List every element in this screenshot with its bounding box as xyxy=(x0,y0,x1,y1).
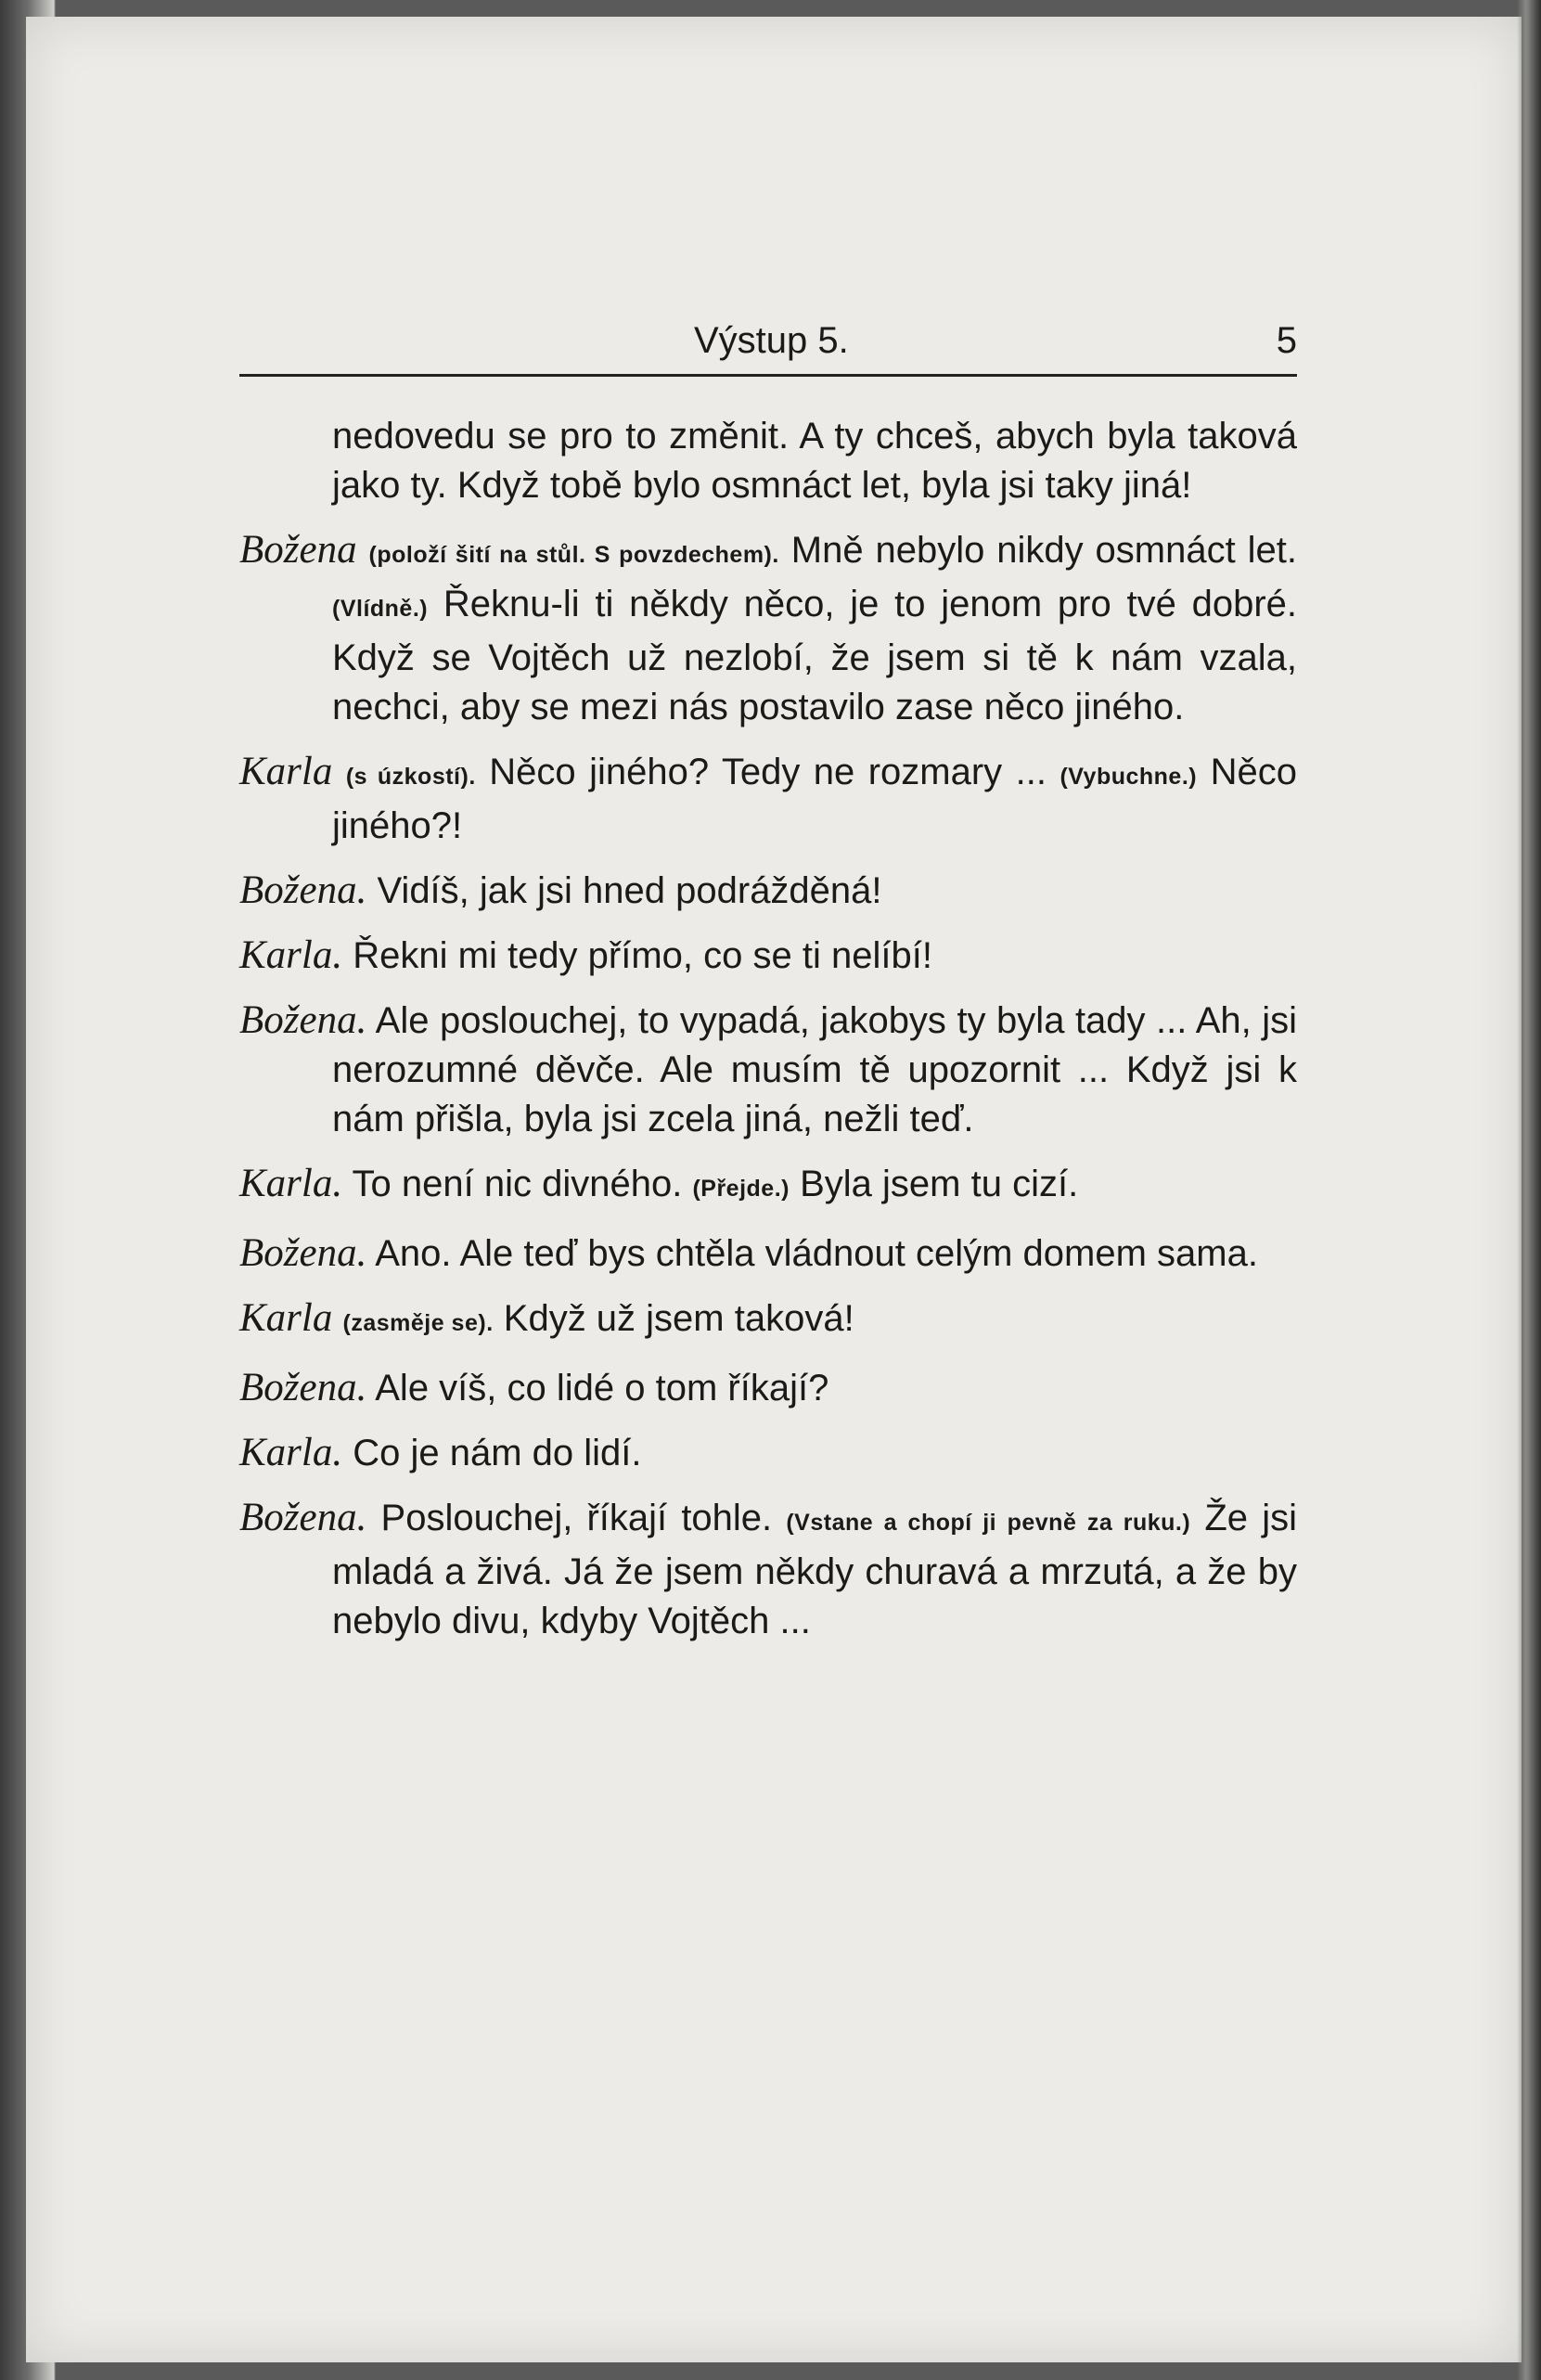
speaker-name: Božena. xyxy=(239,1366,367,1409)
dialogue-paragraph xyxy=(239,747,1297,851)
stage-direction: (Vstane a chopí ji pevně za ruku.) xyxy=(786,1510,1191,1536)
speaker-name: Božena. xyxy=(239,1231,367,1275)
speaker-name: Božena. xyxy=(239,868,367,912)
page-number: 5 xyxy=(1276,320,1297,361)
dialogue-paragraph xyxy=(239,1159,1297,1214)
dialogue-text: Byla jsem tu cizí. xyxy=(800,1164,1079,1204)
dialogue-text: nedovedu se pro to změnit. A ty chceš, abych byla taková jako ty. Když tobě bylo osmnáct let, byla jsi taky jiná! xyxy=(332,416,1297,506)
dialogue-text: Ano. Ale teď bys chtěla vládnout celým domem sama. xyxy=(375,1233,1258,1274)
dialogue-text: To není nic divného. xyxy=(352,1164,683,1204)
dialogue-paragraph xyxy=(239,1363,1297,1413)
speaker-name: Karla. xyxy=(239,933,343,977)
running-header xyxy=(239,320,1297,377)
dialogue-paragraph xyxy=(239,1493,1297,1646)
dialogue-text: Že jsi mladá a živá. Já že jsem někdy churavá a mrzutá, a že by nebylo divu, kdyby Vojtěch ... xyxy=(332,1498,1297,1641)
speaker-name: Božena xyxy=(239,528,357,572)
dialogue-text: Něco jiného?! xyxy=(332,752,1297,846)
speaker-name: Karla xyxy=(239,1296,333,1340)
dialogue-paragraph xyxy=(239,866,1297,916)
stage-direction: (s úzkostí). xyxy=(345,764,476,790)
dialogue-paragraph xyxy=(239,1293,1297,1348)
dialogue-body xyxy=(239,412,1297,1646)
page-edge-shadow xyxy=(1517,0,1541,2380)
dialogue-text: Mně nebylo nikdy osmnáct let. xyxy=(790,530,1297,571)
dialogue-text: Něco jiného? Tedy ne rozmary ... xyxy=(489,752,1047,792)
dialogue-text: Co je nám do lidí. xyxy=(353,1433,642,1473)
dialogue-paragraph xyxy=(239,1428,1297,1478)
dialogue-paragraph xyxy=(239,996,1297,1144)
section-title: Výstup 5. xyxy=(694,320,849,361)
dialogue-paragraph xyxy=(239,931,1297,981)
dialogue-paragraph xyxy=(239,412,1297,510)
stage-direction: (Přejde.) xyxy=(692,1176,790,1202)
stage-direction: (zasměje se). xyxy=(342,1310,494,1336)
stage-direction: (Vlídně.) xyxy=(332,596,429,622)
dialogue-text: Ale poslouchej, to vypadá, jakobys ty byla tady ... Ah, jsi nerozumné děvče. Ale musím tě upozornit ... Když jsi k nám přišla, byla jsi zcela jiná, nežli teď. xyxy=(332,1000,1298,1139)
stage-direction: (položí šití na stůl. S povzdechem). xyxy=(368,542,779,568)
speaker-name: Karla. xyxy=(239,1162,343,1205)
speaker-name: Božena. xyxy=(239,998,367,1042)
dialogue-text: Vidíš, jak jsi hned podrážděná! xyxy=(377,870,882,911)
stage-direction: (Vybuchne.) xyxy=(1059,764,1198,790)
speaker-name: Karla xyxy=(239,750,333,793)
speaker-name: Karla. xyxy=(239,1431,343,1474)
dialogue-text: Řekni mi tedy přímo, co se ti nelíbí! xyxy=(353,935,932,976)
dialogue-text: Řeknu-li ti někdy něco, je to jenom pro tvé dobré. Když se Vojtěch už nezlobí, že jsem si tě k nám vzala, nechci, aby se mezi nás postavilo zase něco jiného. xyxy=(332,584,1297,727)
speaker-name: Božena. xyxy=(239,1496,367,1539)
page-content xyxy=(239,320,1297,1661)
dialogue-paragraph xyxy=(239,1229,1297,1279)
dialogue-text: Když už jsem taková! xyxy=(503,1298,854,1339)
dialogue-paragraph xyxy=(239,525,1297,732)
dialogue-text: Ale víš, co lidé o tom říkají? xyxy=(375,1368,829,1409)
dialogue-text: Poslouchej, říkají tohle. xyxy=(380,1498,773,1538)
